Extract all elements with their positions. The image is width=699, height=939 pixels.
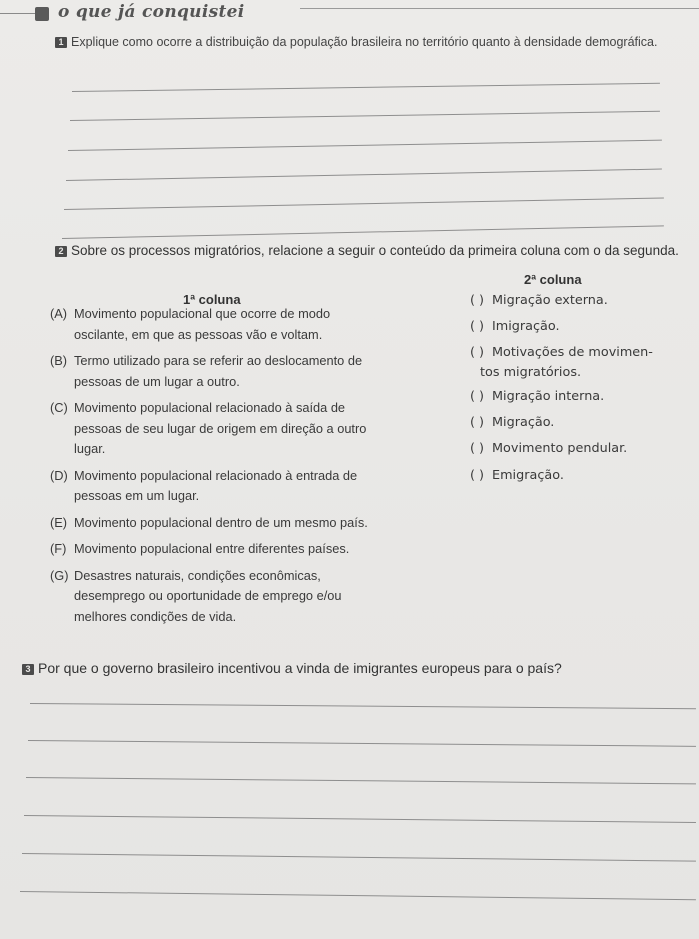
question-1-text: Explique como ocorre a distribuição da população brasileira no território quanto à densidade demográfica.: [71, 35, 658, 49]
top-rule-left: [0, 13, 40, 14]
question-1: [55, 30, 665, 54]
column-1-item-c: [50, 398, 374, 460]
answer-line-q3-4[interactable]: [24, 815, 696, 823]
column-2-option-3[interactable]: [470, 345, 653, 360]
item-text: Termo utilizado para se referir ao deslocamento de pessoas de um lugar a outro.: [74, 353, 363, 389]
column-2-option-2[interactable]: [470, 319, 560, 334]
answer-line-q3-5[interactable]: [22, 853, 696, 862]
item-text: Movimento populacional relacionado à entrada de pessoas em um lugar.: [74, 467, 358, 503]
item-text: Movimento populacional que ocorre de modo oscilante, em que as pessoas vão e voltam.: [74, 306, 331, 342]
column-1-heading: 1ª coluna: [183, 292, 241, 307]
option-text: Imigração.: [492, 319, 560, 334]
column-2-heading: 2ª coluna: [524, 272, 582, 287]
answer-parens[interactable]: ( ): [470, 293, 485, 308]
item-text: Movimento populacional entre diferentes países.: [74, 541, 350, 556]
column-2-option-7[interactable]: [470, 468, 564, 483]
question-1-number: 1: [55, 37, 67, 48]
question-3: [22, 660, 692, 676]
answer-line-q1-3[interactable]: [68, 140, 662, 151]
column-2-option-5[interactable]: [470, 415, 554, 430]
answer-parens[interactable]: ( ): [470, 319, 485, 334]
question-3-number: 3: [22, 664, 34, 675]
item-letter: (G): [50, 567, 69, 583]
section-title: o que já conquistei: [58, 2, 245, 22]
item-text: Movimento populacional relacionado à saída de pessoas de seu lugar de origem em direção a outro lugar.: [74, 400, 367, 456]
answer-line-q1-1[interactable]: [72, 83, 660, 92]
question-2-text: Sobre os processos migratórios, relacione a seguir o conteúdo da primeira coluna com o da segunda.: [71, 243, 679, 258]
answer-line-q1-4[interactable]: [66, 169, 662, 181]
item-text: Desastres naturais, condições econômicas, desemprego ou oportunidade de emprego e/ou melhores condições de vida.: [74, 567, 342, 624]
column-1-item-f: [50, 539, 394, 560]
item-letter: (A): [50, 306, 68, 321]
question-2-number: 2: [55, 246, 67, 257]
option-text: Migração externa.: [492, 293, 608, 308]
answer-line-q3-2[interactable]: [28, 740, 696, 747]
answer-parens[interactable]: ( ): [470, 415, 485, 430]
column-2-option-4[interactable]: [470, 389, 604, 404]
option-text: Emigração.: [492, 468, 564, 483]
item-letter: (F): [50, 541, 67, 556]
column-1-item-g: [50, 566, 374, 628]
item-letter: (B): [50, 353, 68, 368]
answer-line-q1-2[interactable]: [70, 111, 660, 121]
answer-line-q3-6[interactable]: [20, 891, 696, 900]
column-2-option-1[interactable]: [470, 293, 608, 308]
answer-parens[interactable]: ( ): [470, 441, 485, 456]
item-letter: (D): [50, 467, 68, 483]
column-1-item-d: [50, 466, 374, 507]
column-2-option-3-cont: [480, 365, 581, 380]
question-2: [55, 243, 695, 258]
answer-parens[interactable]: ( ): [470, 468, 485, 483]
answer-parens[interactable]: ( ): [470, 389, 485, 404]
option-text: Migração interna.: [492, 389, 605, 404]
item-text: Movimento populacional dentro de um mesmo país.: [74, 514, 368, 530]
answer-line-q3-3[interactable]: [26, 777, 696, 784]
option-text: tos migratórios.: [480, 365, 582, 380]
item-letter: (E): [50, 514, 68, 530]
column-1-list: [50, 304, 380, 633]
column-1-item-b: [50, 351, 374, 392]
question-3-text: Por que o governo brasileiro incentivou a vinda de imigrantes europeus para o país?: [38, 660, 562, 676]
option-text: Motivações de movimen-: [492, 345, 653, 360]
column-1-item-a: [50, 304, 374, 345]
option-text: Migração.: [492, 415, 555, 430]
item-letter: (C): [50, 400, 68, 415]
answer-line-q1-6[interactable]: [62, 225, 664, 239]
column-2-option-6[interactable]: [470, 441, 627, 456]
answer-parens[interactable]: ( ): [470, 345, 485, 360]
column-1-item-e: [50, 513, 374, 534]
top-rule-right: [300, 8, 699, 9]
answer-line-q3-1[interactable]: [30, 703, 696, 709]
option-text: Movimento pendular.: [492, 441, 628, 456]
answer-line-q1-5[interactable]: [64, 197, 664, 210]
section-marker-icon: [35, 7, 49, 21]
